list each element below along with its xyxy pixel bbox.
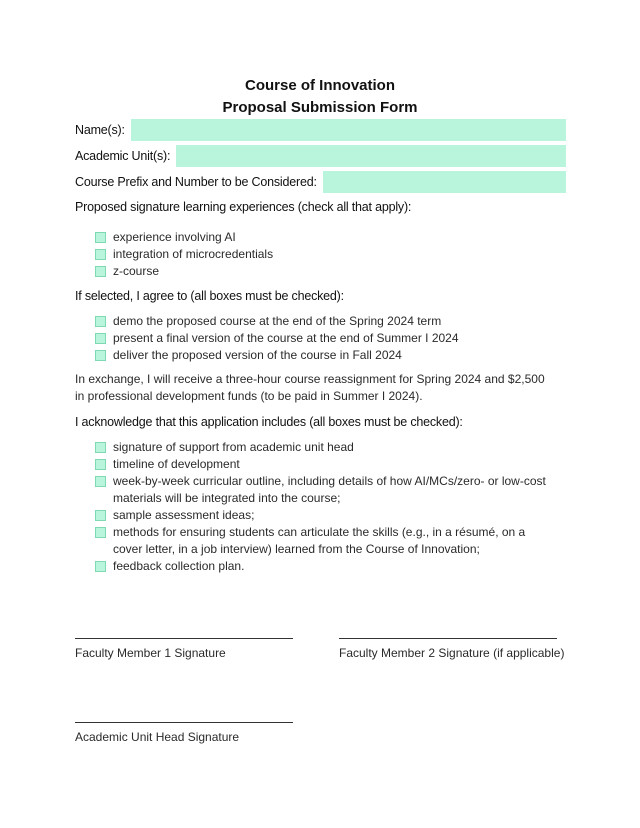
checklist-item-label: present a final version of the course at the end of Summer I 2024 bbox=[113, 331, 459, 345]
signature-line[interactable] bbox=[75, 722, 293, 723]
agreement-checklist bbox=[95, 313, 555, 364]
checkbox[interactable] bbox=[95, 232, 106, 243]
academic-unit-label: Academic Unit(s): bbox=[75, 149, 171, 163]
checklist-item-label: week-by-week curricular outline, including details of how AI/MCs/zero- or low-cost materials will be integrated into the course; bbox=[113, 474, 546, 505]
ack-item-feedback-plan bbox=[95, 558, 555, 575]
course-prefix-row bbox=[75, 171, 566, 193]
ack-item-signature-support bbox=[95, 439, 555, 456]
experience-item-ai bbox=[95, 229, 555, 246]
agreement-item-present bbox=[95, 330, 555, 347]
checkbox[interactable] bbox=[95, 527, 106, 538]
faculty1-signature-label: Faculty Member 1 Signature bbox=[75, 646, 226, 660]
experience-item-z-course bbox=[95, 263, 555, 280]
signature-line[interactable] bbox=[339, 638, 557, 639]
course-prefix-input[interactable] bbox=[323, 171, 566, 193]
faculty2-signature-block bbox=[339, 638, 565, 660]
checklist-item-label: deliver the proposed version of the course in Fall 2024 bbox=[113, 348, 402, 362]
checkbox[interactable] bbox=[95, 316, 106, 327]
acknowledgement-checklist bbox=[95, 439, 555, 575]
names-input[interactable] bbox=[131, 119, 566, 141]
course-prefix-label: Course Prefix and Number to be Considered: bbox=[75, 175, 317, 189]
ack-item-curricular-outline bbox=[95, 473, 555, 507]
faculty2-signature-label: Faculty Member 2 Signature (if applicable) bbox=[339, 646, 565, 660]
exchange-paragraph: In exchange, I will receive a three-hour course reassignment for Spring 2024 and $2,500 in professional development funds (to be paid in Summer I 2024). bbox=[75, 372, 545, 403]
names-label: Name(s): bbox=[75, 123, 125, 137]
checklist-item-label: signature of support from academic unit head bbox=[113, 440, 354, 454]
experiences-heading: Proposed signature learning experiences (check all that apply): bbox=[75, 200, 412, 214]
agreement-item-deliver bbox=[95, 347, 555, 364]
checklist-item-label: timeline of development bbox=[113, 457, 240, 471]
checkbox[interactable] bbox=[95, 350, 106, 361]
checkbox[interactable] bbox=[95, 459, 106, 470]
checklist-item-label: feedback collection plan. bbox=[113, 559, 245, 573]
experiences-checklist bbox=[95, 229, 555, 280]
acknowledgement-heading: I acknowledge that this application includes (all boxes must be checked): bbox=[75, 415, 463, 429]
checkbox[interactable] bbox=[95, 476, 106, 487]
checklist-item-label: sample assessment ideas; bbox=[113, 508, 255, 522]
ack-item-assessment-ideas bbox=[95, 507, 555, 524]
agreement-item-demo bbox=[95, 313, 555, 330]
form-title: Course of Innovation bbox=[245, 77, 395, 94]
unit-head-signature-label: Academic Unit Head Signature bbox=[75, 730, 240, 744]
experience-item-microcredentials bbox=[95, 246, 555, 263]
faculty1-signature-block bbox=[75, 638, 293, 660]
agreement-heading: If selected, I agree to (all boxes must be checked): bbox=[75, 289, 344, 303]
checkbox[interactable] bbox=[95, 510, 106, 521]
checkbox[interactable] bbox=[95, 561, 106, 572]
checkbox[interactable] bbox=[95, 442, 106, 453]
checkbox[interactable] bbox=[95, 266, 106, 277]
checklist-item-label: integration of microcredentials bbox=[113, 247, 274, 261]
checklist-item-label: z-course bbox=[113, 264, 160, 278]
names-row bbox=[75, 119, 566, 141]
checklist-item-label: experience involving AI bbox=[113, 230, 236, 244]
checklist-item-label: demo the proposed course at the end of the Spring 2024 term bbox=[113, 314, 442, 328]
checkbox[interactable] bbox=[95, 333, 106, 344]
form-subtitle: Proposal Submission Form bbox=[222, 99, 418, 116]
ack-item-skills-methods bbox=[95, 524, 555, 558]
checklist-item-label: methods for ensuring students can articulate the skills (e.g., in a résumé, on a cover letter, in a job interview) learned from the Course of Innovation; bbox=[113, 525, 526, 556]
ack-item-timeline bbox=[95, 456, 555, 473]
unit-head-signature-block bbox=[75, 722, 293, 744]
checkbox[interactable] bbox=[95, 249, 106, 260]
signature-line[interactable] bbox=[75, 638, 293, 639]
academic-unit-input[interactable] bbox=[176, 145, 566, 167]
academic-unit-row bbox=[75, 145, 566, 167]
